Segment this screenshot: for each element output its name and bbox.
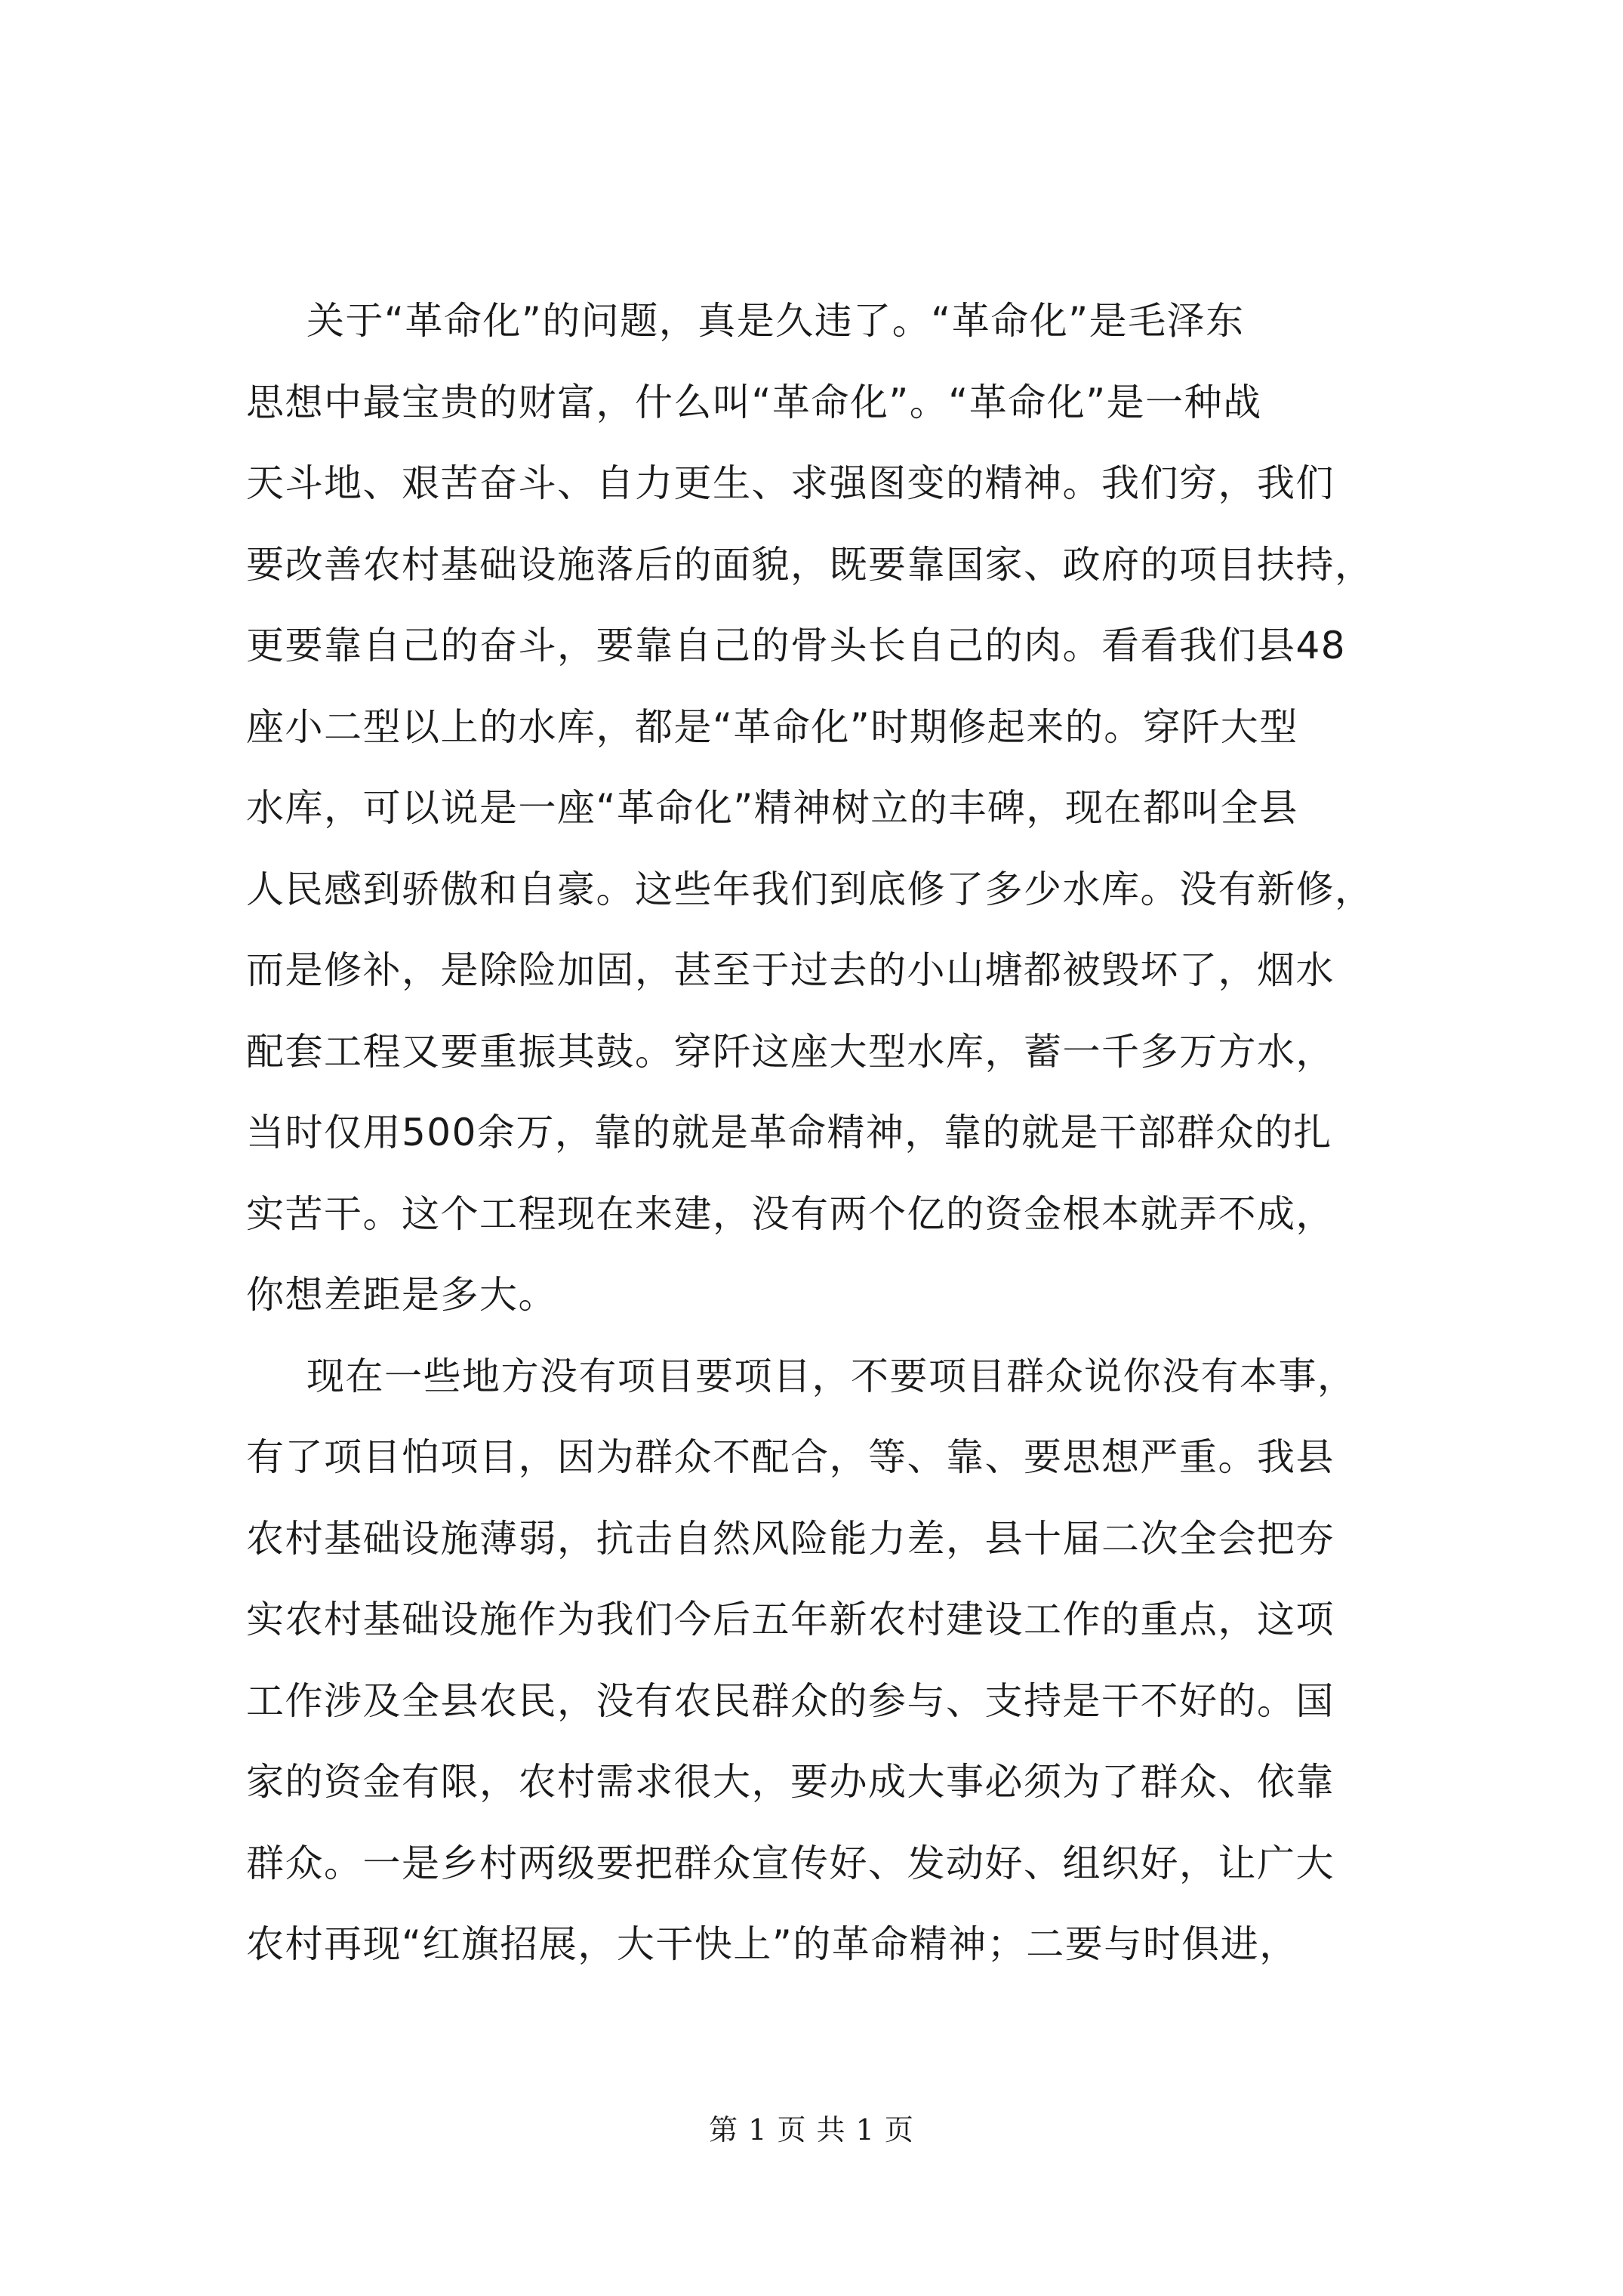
paragraph-1-line-9: 而是修补，是除险加固，甚至于过去的小山塘都被毁坏了，烟水 bbox=[246, 948, 1335, 992]
paragraph-2-line-6: 家的资金有限，农村需求很大，要办成大事必须为了群众、依靠 bbox=[246, 1760, 1335, 1804]
paragraph-2-line-2: 有了项目怕项目，因为群众不配合，等、靠、要思想严重。我县 bbox=[246, 1435, 1335, 1479]
paragraph-1-line-3: 天斗地、艰苦奋斗、自力更生、求强图变的精神。我们穷，我们 bbox=[246, 461, 1335, 505]
paragraph-2-line-7: 群众。一是乡村两级要把群众宣传好、发动好、组织好，让广大 bbox=[246, 1841, 1335, 1885]
paragraph-1-line-11: 当时仅用500余万，靠的就是革命精神，靠的就是干部群众的扎 bbox=[246, 1111, 1332, 1154]
paragraph-1-line-7: 水库，可以说是一座“革命化”精神树立的丰碑，现在都叫全县 bbox=[246, 786, 1298, 830]
paragraph-1-line-12: 实苦干。这个工程现在来建，没有两个亿的资金根本就弄不成， bbox=[246, 1191, 1335, 1236]
body-text bbox=[246, 298, 1412, 2003]
paragraph-1-line-10: 配套工程又要重振其鼓。穿阡这座大型水库，蓄一千多万方水， bbox=[246, 1029, 1335, 1074]
paragraph-1-line-6: 座小二型以上的水库，都是“革命化”时期修起来的。穿阡大型 bbox=[246, 704, 1298, 749]
paragraph-2-line-3: 农村基础设施薄弱，抗击自然风险能力差，县十届二次全会把夯 bbox=[246, 1516, 1335, 1561]
paragraph-1-line-5: 更要靠自己的奋斗，要靠自己的骨头长自己的肉。看看我们县48 bbox=[246, 624, 1347, 667]
paragraph-1-line-8: 人民感到骄傲和自豪。这些年我们到底修了多少水库。没有新修， bbox=[246, 867, 1374, 911]
paragraph-2-line-5: 工作涉及全县农民，没有农民群众的参与、支持是干不好的。国 bbox=[246, 1678, 1335, 1723]
paragraph-1-line-1: 关于“革命化”的问题，真是久违了。“革命化”是毛泽东 bbox=[306, 299, 1245, 343]
paragraph-2-line-1: 现在一些地方没有项目要项目，不要项目群众说你没有本事， bbox=[306, 1354, 1357, 1398]
paragraph-1-line-4: 要改善农村基础设施落后的面貌，既要靠国家、政府的项目扶持， bbox=[246, 542, 1374, 587]
paragraph-2-line-8: 农村再现“红旗招展，大干快上”的革命精神；二要与时俱进， bbox=[246, 1922, 1298, 1966]
paragraph-2-line-4: 实农村基础设施作为我们今后五年新农村建设工作的重点，这项 bbox=[246, 1598, 1335, 1641]
page-number-footer: 第 1 页 共 1 页 bbox=[709, 2113, 914, 2147]
paragraph-1-line-2: 思想中最宝贵的财富，什么叫“革命化”。“革命化”是一种战 bbox=[246, 380, 1262, 424]
paragraph-1-line-13: 你想差距是多大。 bbox=[246, 1273, 557, 1317]
